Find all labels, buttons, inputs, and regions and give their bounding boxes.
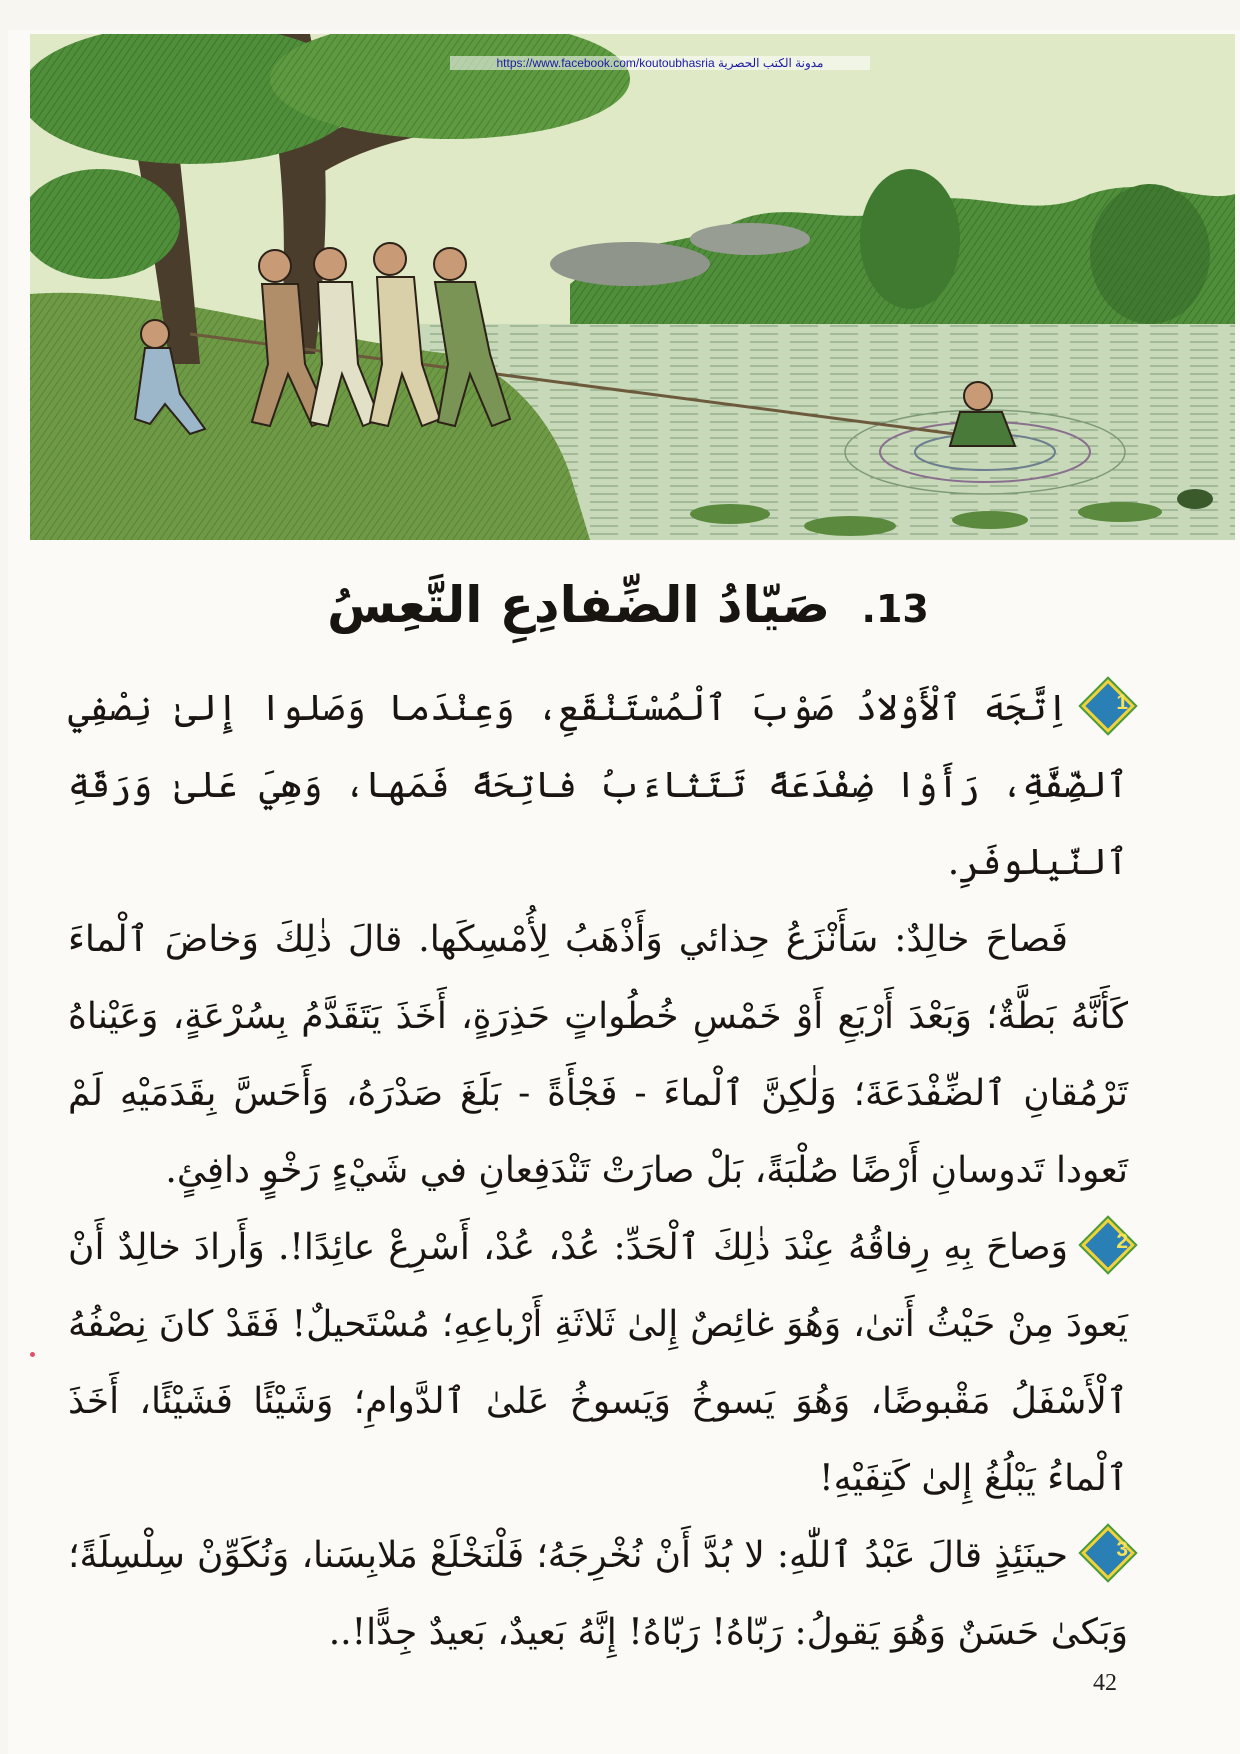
paragraph-1 (68, 670, 1128, 901)
lesson-title-text: صَيّادُ الضِّفادِعِ التَّعِسُ (327, 576, 831, 634)
paragraph-marker-3: 3 (1082, 1527, 1128, 1573)
page-number: 42 (1093, 1670, 1117, 1696)
lesson-title (208, 570, 1048, 644)
paragraph-text: فَصاحَ خالِدٌ: سَأَنْزَعُ حِذائي وَأَذْهَبُ لِأُمْسِكَها. قالَ ذٰلِكَ وَخاضَ ٱلْماءَ كَأَنَّهُ بَطَّةٌ؛ وَبَعْدَ أَرْبَعِ أَوْ خَمْسِ خُطُواتٍ حَذِرَةٍ، أَخَذَ يَتَقَدَّمُ بِسُرْعَةٍ، وَعَيْناهُ تَرْمُقانِ ٱلضِّفْدَعَةَ؛ وَلٰكِنَّ ٱلْماءَ - فَجْأَةً - بَلَغَ صَدْرَهُ، وَأَحَسَّ بِقَدَمَيْهِ لَمْ تَعودا تَدوسانِ أَرْضًا صُلْبَةً، بَلْ صارَتْ تَنْدَفِعانِ في شَيْءٍ رَخْوٍ دافِئٍ. (68, 919, 1128, 1191)
paragraph-4 (68, 1517, 1128, 1671)
lesson-number: 13. (861, 587, 929, 631)
paragraph-2 (68, 901, 1128, 1209)
paragraph-text: وَصاحَ بِهِ رِفاقُهُ عِنْدَ ذٰلِكَ ٱلْحَدِّ: عُدْ، عُدْ، أَسْرِعْ عائِدًا!. وَأَرادَ خالِدٌ أَنْ يَعودَ مِنْ حَيْثُ أَتىٰ، وَهُوَ غائِصٌ إِلىٰ ثَلاثَةِ أَرْباعِهِ؛ مُسْتَحيلٌ! فَقَدْ كانَ نِصْفُهُ ٱلْأَسْفَلُ مَقْبوضًا، وَهُوَ يَسوخُ وَيَسوخُ عَلىٰ ٱلدَّوامِ؛ وَشَيْئًا فَشَيْئًا، أَخَذَ ٱلْماءُ يَبْلُغُ إِلىٰ كَتِفَيْهِ! (68, 1227, 1128, 1499)
paragraph-3 (68, 1209, 1128, 1517)
paragraph-text: حينَئِذٍ قالَ عَبْدُ ٱللّٰهِ: لا بُدَّ أَنْ نُخْرِجَهُ؛ فَلْنَخْلَعْ مَلابِسَنا، وَنُكَوِّنْ سِلْسِلَةً؛ وَبَكىٰ حَسَنٌ وَهُوَ يَقولُ: رَبّاهُ! رَبّاهُ! إِنَّهُ بَعيدٌ، بَعيدٌ جِدًّا!.. (68, 1535, 1128, 1653)
book-page (8, 30, 1240, 1754)
ink-dot (30, 1352, 35, 1357)
paragraph-text: اِتَّجَهَ ٱلْأَوْلادُ صَوْبَ ٱلْمُسْتَنْقَعِ، وَعِنْدَما وَصَلوا إِلىٰ نِصْفِي ٱلضِّفَّةِ، رَأَوْا ضِفْدَعَةً تَتَثاءَبُ فاتِحَةً فَمَها، وَهِيَ عَلىٰ وَرَقَةِ ٱلنّيلوفَرِ. (68, 688, 1128, 883)
source-url-watermark[interactable]: https://www.facebook.com/koutoubhasria مدونة الكتب الحصرية (450, 56, 870, 70)
story-text (68, 670, 1128, 1671)
boys-pulling-rope-illustration (30, 34, 1235, 540)
paragraph-marker-2: 2 (1082, 1219, 1128, 1265)
paragraph-marker-1: 1 (1082, 680, 1128, 726)
